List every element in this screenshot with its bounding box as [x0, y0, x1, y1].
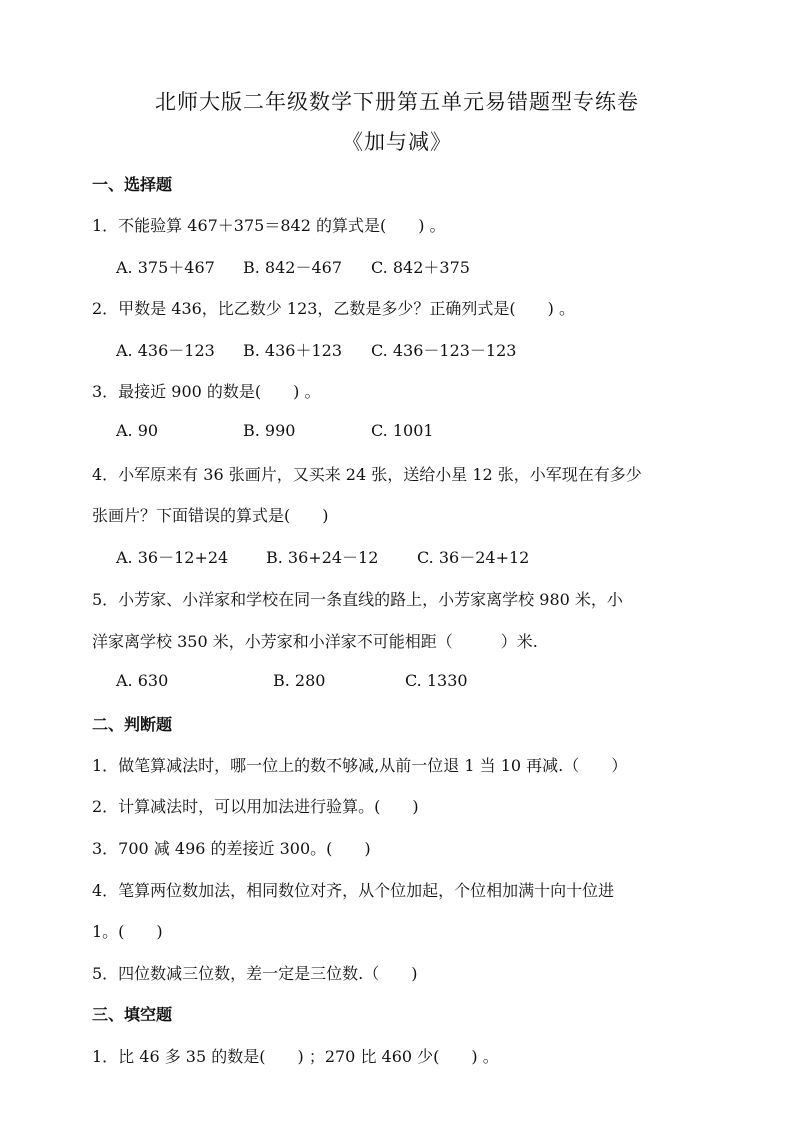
choice-options-5: [116, 671, 468, 690]
choice-question-4-line-2: 张画片？下面错误的算式是( ): [92, 506, 329, 525]
judgment-question-2: 2．计算减法时，可以用加法进行验算。( ): [92, 797, 419, 816]
option-a: A. 36－12+24: [116, 548, 229, 567]
choice-options-1: [116, 255, 470, 278]
option-c: C. 1330: [405, 671, 468, 690]
option-c: C. 1001: [371, 421, 434, 440]
section-heading-choice: 一、选择题: [92, 175, 173, 194]
option-a: A. 375＋467: [116, 258, 215, 277]
option-c: C. 842＋375: [371, 258, 470, 277]
choice-options-2: [116, 338, 516, 361]
option-a: A. 436－123: [116, 341, 215, 360]
section-heading-fill: 三、填空题: [92, 1005, 173, 1024]
judgment-question-4-line-2: 1。( ): [92, 922, 163, 941]
choice-question-5-line-2: 洋家离学校 350 米，小芳家和小洋家不可能相距（ ）米.: [92, 632, 538, 651]
document-title: 北师大版二年级数学下册第五单元易错题型专练卷: [155, 90, 639, 114]
option-b: B. 280: [273, 671, 326, 690]
option-c: C. 436－123－123: [371, 341, 517, 360]
option-b: B. 36+24－12: [266, 548, 379, 567]
choice-question-5-line-1: 5．小芳家、小洋家和学校在同一条直线的路上，小芳家离学校 980 米，小: [92, 590, 623, 609]
choice-question-1: 1．不能验算 467＋375＝842 的算式是( ) 。: [92, 216, 446, 235]
option-c: C. 36－24+12: [417, 548, 530, 567]
option-a: A. 630: [116, 671, 169, 690]
option-b: B. 990: [243, 421, 296, 440]
section-heading-judgment: 二、判断题: [92, 715, 173, 734]
choice-question-2: 2．甲数是 436，比乙数少 123，乙数是多少？正确列式是( ) 。: [92, 299, 576, 318]
document-subtitle: 《加与减》: [342, 130, 452, 154]
judgment-question-4-line-1: 4．笔算两位数加法，相同数位对齐，从个位加起，个位相加满十向十位进: [92, 881, 615, 900]
choice-options-4: [116, 545, 529, 568]
choice-question-3: 3．最接近 900 的数是( ) 。: [92, 382, 321, 401]
judgment-question-5: 5．四位数减三位数，差一定是三位数.（ ): [92, 964, 418, 983]
judgment-question-3: 3．700 减 496 的差接近 300。( ): [92, 839, 371, 858]
judgment-question-1: 1．做笔算减法时，哪一位上的数不够减,从前一位退 1 当 10 再减.（ ）: [92, 756, 628, 775]
choice-options-3: [116, 421, 434, 440]
choice-question-4-line-1: 4．小军原来有 36 张画片，又买来 24 张，送给小星 12 张，小军现在有多少: [92, 465, 642, 484]
option-b: B. 842－467: [243, 258, 343, 277]
option-b: B. 436＋123: [243, 341, 343, 360]
option-a: A. 90: [116, 421, 159, 440]
fill-question-1: 1．比 46 多 35 的数是( ) ；270 比 460 少( ) 。: [92, 1047, 499, 1066]
